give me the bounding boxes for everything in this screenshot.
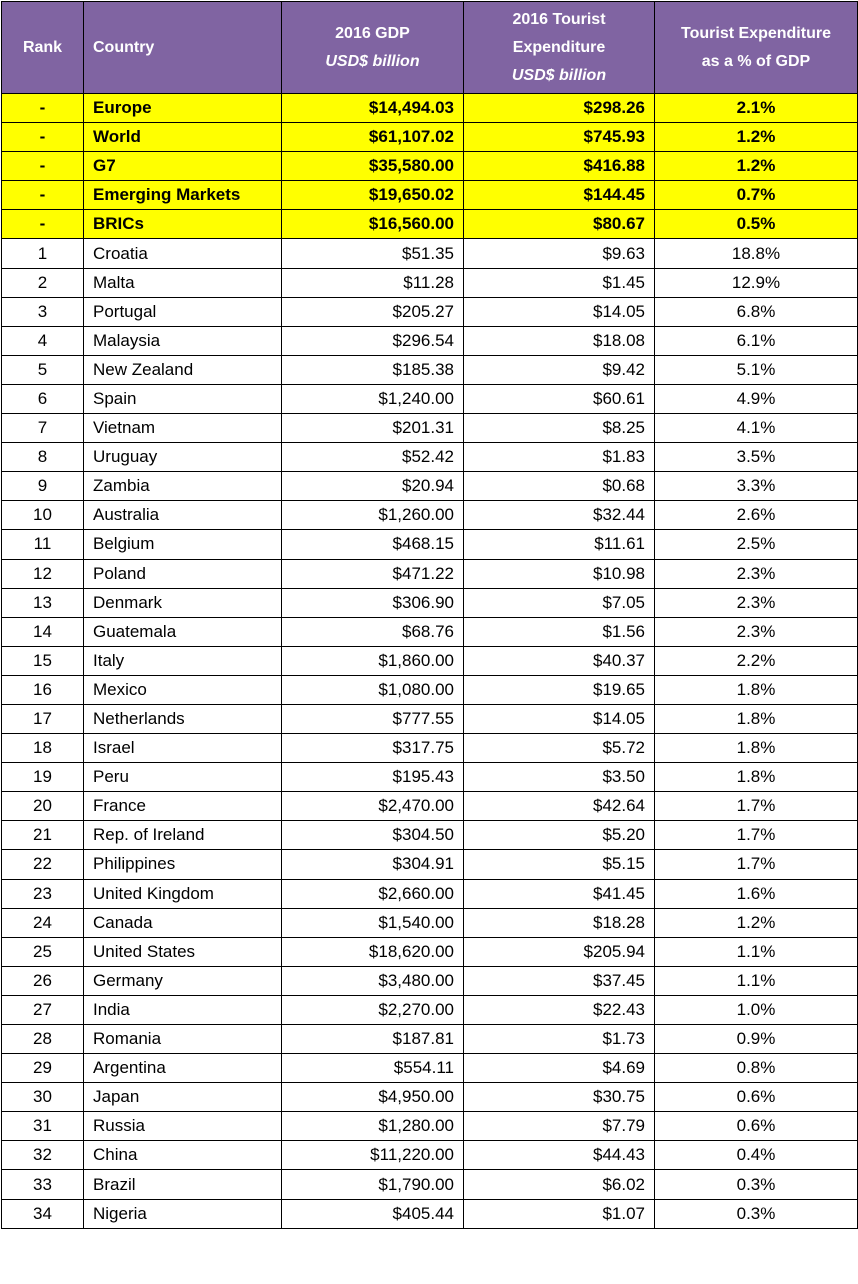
cell-expenditure: $9.63 xyxy=(464,239,655,268)
cell-percent: 2.3% xyxy=(655,559,858,588)
cell-gdp: $68.76 xyxy=(282,617,464,646)
cell-percent: 0.3% xyxy=(655,1199,858,1228)
cell-expenditure: $30.75 xyxy=(464,1083,655,1112)
cell-rank: 9 xyxy=(2,472,84,501)
cell-expenditure: $3.50 xyxy=(464,763,655,792)
header-expenditure-unit: USD$ billion xyxy=(511,66,607,84)
cell-expenditure: $4.69 xyxy=(464,1054,655,1083)
cell-rank: 13 xyxy=(2,588,84,617)
cell-expenditure: $37.45 xyxy=(464,966,655,995)
cell-expenditure: $5.72 xyxy=(464,734,655,763)
cell-expenditure: $40.37 xyxy=(464,646,655,675)
cell-expenditure: $22.43 xyxy=(464,995,655,1024)
cell-gdp: $306.90 xyxy=(282,588,464,617)
cell-percent: 1.7% xyxy=(655,850,858,879)
cell-gdp: $1,860.00 xyxy=(282,646,464,675)
cell-expenditure: $80.67 xyxy=(464,210,655,239)
table-row xyxy=(2,646,858,675)
header-expenditure-title-2: Expenditure xyxy=(512,38,606,56)
table-row xyxy=(2,530,858,559)
cell-gdp: $185.38 xyxy=(282,355,464,384)
cell-rank: 25 xyxy=(2,937,84,966)
cell-country: Malta xyxy=(84,268,282,297)
cell-gdp: $1,540.00 xyxy=(282,908,464,937)
aggregate-row xyxy=(2,94,858,123)
cell-rank: 10 xyxy=(2,501,84,530)
table-row xyxy=(2,966,858,995)
cell-percent: 0.4% xyxy=(655,1141,858,1170)
cell-country: China xyxy=(84,1141,282,1170)
header-percent xyxy=(655,2,858,94)
cell-rank: 1 xyxy=(2,239,84,268)
cell-percent: 1.7% xyxy=(655,821,858,850)
header-country: Country xyxy=(84,2,282,94)
cell-percent: 3.5% xyxy=(655,443,858,472)
cell-expenditure: $1.07 xyxy=(464,1199,655,1228)
cell-gdp: $296.54 xyxy=(282,326,464,355)
cell-country: Mexico xyxy=(84,675,282,704)
cell-percent: 2.1% xyxy=(655,94,858,123)
cell-gdp: $1,280.00 xyxy=(282,1112,464,1141)
table-row xyxy=(2,1170,858,1199)
cell-gdp: $18,620.00 xyxy=(282,937,464,966)
cell-country: Emerging Markets xyxy=(84,181,282,210)
cell-expenditure: $9.42 xyxy=(464,355,655,384)
cell-country: United States xyxy=(84,937,282,966)
cell-rank: 22 xyxy=(2,850,84,879)
header-row xyxy=(2,2,858,94)
table-row xyxy=(2,879,858,908)
aggregate-row xyxy=(2,123,858,152)
cell-percent: 2.6% xyxy=(655,501,858,530)
cell-gdp: $187.81 xyxy=(282,1025,464,1054)
table-row xyxy=(2,617,858,646)
header-percent-title-2: as a % of GDP xyxy=(701,52,811,70)
cell-expenditure: $7.79 xyxy=(464,1112,655,1141)
table-row xyxy=(2,1141,858,1170)
cell-expenditure: $416.88 xyxy=(464,152,655,181)
cell-rank: 14 xyxy=(2,617,84,646)
table-row xyxy=(2,355,858,384)
cell-percent: 1.8% xyxy=(655,734,858,763)
table-row xyxy=(2,559,858,588)
cell-country: Brazil xyxy=(84,1170,282,1199)
cell-expenditure: $32.44 xyxy=(464,501,655,530)
cell-country: Zambia xyxy=(84,472,282,501)
table-row xyxy=(2,763,858,792)
cell-percent: 1.7% xyxy=(655,792,858,821)
cell-country: Canada xyxy=(84,908,282,937)
cell-gdp: $304.91 xyxy=(282,850,464,879)
cell-gdp: $3,480.00 xyxy=(282,966,464,995)
cell-rank: 29 xyxy=(2,1054,84,1083)
cell-expenditure: $7.05 xyxy=(464,588,655,617)
cell-rank: - xyxy=(2,123,84,152)
cell-expenditure: $0.68 xyxy=(464,472,655,501)
cell-country: Nigeria xyxy=(84,1199,282,1228)
cell-gdp: $2,270.00 xyxy=(282,995,464,1024)
cell-gdp: $304.50 xyxy=(282,821,464,850)
header-expenditure-title-1: 2016 Tourist xyxy=(512,10,606,28)
cell-percent: 1.1% xyxy=(655,937,858,966)
cell-expenditure: $42.64 xyxy=(464,792,655,821)
cell-country: India xyxy=(84,995,282,1024)
table-row xyxy=(2,443,858,472)
cell-expenditure: $8.25 xyxy=(464,414,655,443)
table-row xyxy=(2,501,858,530)
cell-percent: 0.6% xyxy=(655,1083,858,1112)
table-row xyxy=(2,937,858,966)
cell-rank: - xyxy=(2,210,84,239)
cell-rank: 19 xyxy=(2,763,84,792)
cell-country: Israel xyxy=(84,734,282,763)
cell-rank: 5 xyxy=(2,355,84,384)
cell-gdp: $11.28 xyxy=(282,268,464,297)
cell-percent: 0.7% xyxy=(655,181,858,210)
cell-country: G7 xyxy=(84,152,282,181)
cell-country: Rep. of Ireland xyxy=(84,821,282,850)
cell-expenditure: $745.93 xyxy=(464,123,655,152)
cell-country: Guatemala xyxy=(84,617,282,646)
cell-rank: 26 xyxy=(2,966,84,995)
cell-rank: 20 xyxy=(2,792,84,821)
table-row xyxy=(2,792,858,821)
cell-percent: 1.6% xyxy=(655,879,858,908)
cell-rank: 18 xyxy=(2,734,84,763)
cell-percent: 3.3% xyxy=(655,472,858,501)
cell-country: BRICs xyxy=(84,210,282,239)
cell-expenditure: $5.20 xyxy=(464,821,655,850)
cell-gdp: $2,660.00 xyxy=(282,879,464,908)
cell-gdp: $14,494.03 xyxy=(282,94,464,123)
table-body xyxy=(2,94,858,1229)
table-row xyxy=(2,675,858,704)
cell-rank: 7 xyxy=(2,414,84,443)
cell-rank: 16 xyxy=(2,675,84,704)
table-row xyxy=(2,821,858,850)
cell-country: Europe xyxy=(84,94,282,123)
cell-country: Netherlands xyxy=(84,704,282,733)
cell-gdp: $317.75 xyxy=(282,734,464,763)
header-expenditure xyxy=(464,2,655,94)
cell-gdp: $61,107.02 xyxy=(282,123,464,152)
cell-country: Romania xyxy=(84,1025,282,1054)
cell-country: Croatia xyxy=(84,239,282,268)
aggregate-row xyxy=(2,152,858,181)
cell-gdp: $19,650.02 xyxy=(282,181,464,210)
cell-expenditure: $60.61 xyxy=(464,384,655,413)
table-row xyxy=(2,1054,858,1083)
cell-gdp: $35,580.00 xyxy=(282,152,464,181)
cell-rank: 31 xyxy=(2,1112,84,1141)
cell-percent: 1.2% xyxy=(655,908,858,937)
cell-rank: 24 xyxy=(2,908,84,937)
cell-rank: 12 xyxy=(2,559,84,588)
cell-percent: 1.8% xyxy=(655,675,858,704)
cell-country: World xyxy=(84,123,282,152)
cell-rank: 33 xyxy=(2,1170,84,1199)
table-row xyxy=(2,297,858,326)
cell-rank: 3 xyxy=(2,297,84,326)
cell-gdp: $16,560.00 xyxy=(282,210,464,239)
cell-percent: 0.5% xyxy=(655,210,858,239)
cell-gdp: $1,260.00 xyxy=(282,501,464,530)
cell-country: Germany xyxy=(84,966,282,995)
cell-rank: 30 xyxy=(2,1083,84,1112)
cell-gdp: $11,220.00 xyxy=(282,1141,464,1170)
cell-gdp: $554.11 xyxy=(282,1054,464,1083)
tourism-gdp-table xyxy=(1,1,858,1229)
cell-rank: 15 xyxy=(2,646,84,675)
cell-country: Poland xyxy=(84,559,282,588)
cell-country: Russia xyxy=(84,1112,282,1141)
cell-country: France xyxy=(84,792,282,821)
cell-rank: 21 xyxy=(2,821,84,850)
cell-percent: 12.9% xyxy=(655,268,858,297)
table-row xyxy=(2,850,858,879)
cell-country: Peru xyxy=(84,763,282,792)
cell-expenditure: $44.43 xyxy=(464,1141,655,1170)
header-percent-title-1: Tourist Expenditure xyxy=(681,24,831,42)
cell-gdp: $2,470.00 xyxy=(282,792,464,821)
table-row xyxy=(2,414,858,443)
cell-gdp: $201.31 xyxy=(282,414,464,443)
cell-gdp: $1,240.00 xyxy=(282,384,464,413)
cell-percent: 6.1% xyxy=(655,326,858,355)
cell-country: Belgium xyxy=(84,530,282,559)
cell-expenditure: $1.83 xyxy=(464,443,655,472)
cell-gdp: $405.44 xyxy=(282,1199,464,1228)
cell-percent: 2.3% xyxy=(655,617,858,646)
cell-expenditure: $19.65 xyxy=(464,675,655,704)
cell-expenditure: $1.56 xyxy=(464,617,655,646)
cell-expenditure: $144.45 xyxy=(464,181,655,210)
aggregate-row xyxy=(2,210,858,239)
aggregate-row xyxy=(2,181,858,210)
cell-gdp: $1,790.00 xyxy=(282,1170,464,1199)
cell-rank: - xyxy=(2,181,84,210)
table-row xyxy=(2,384,858,413)
header-gdp xyxy=(282,2,464,94)
cell-percent: 4.1% xyxy=(655,414,858,443)
cell-percent: 1.8% xyxy=(655,763,858,792)
cell-percent: 1.1% xyxy=(655,966,858,995)
cell-expenditure: $6.02 xyxy=(464,1170,655,1199)
table-row xyxy=(2,472,858,501)
cell-gdp: $471.22 xyxy=(282,559,464,588)
table-row xyxy=(2,268,858,297)
cell-expenditure: $5.15 xyxy=(464,850,655,879)
table-row xyxy=(2,1199,858,1228)
table-row xyxy=(2,1083,858,1112)
cell-percent: 1.2% xyxy=(655,123,858,152)
cell-percent: 2.3% xyxy=(655,588,858,617)
cell-gdp: $777.55 xyxy=(282,704,464,733)
table-row xyxy=(2,239,858,268)
cell-rank: 23 xyxy=(2,879,84,908)
cell-gdp: $205.27 xyxy=(282,297,464,326)
table-row xyxy=(2,588,858,617)
table-header xyxy=(2,2,858,94)
cell-percent: 0.9% xyxy=(655,1025,858,1054)
cell-percent: 18.8% xyxy=(655,239,858,268)
cell-percent: 2.2% xyxy=(655,646,858,675)
table-row xyxy=(2,326,858,355)
cell-rank: 8 xyxy=(2,443,84,472)
cell-expenditure: $1.45 xyxy=(464,268,655,297)
header-rank: Rank xyxy=(2,2,84,94)
cell-expenditure: $18.28 xyxy=(464,908,655,937)
cell-rank: 27 xyxy=(2,995,84,1024)
cell-gdp: $51.35 xyxy=(282,239,464,268)
cell-country: Portugal xyxy=(84,297,282,326)
cell-percent: 0.6% xyxy=(655,1112,858,1141)
cell-country: New Zealand xyxy=(84,355,282,384)
cell-rank: 6 xyxy=(2,384,84,413)
cell-expenditure: $14.05 xyxy=(464,297,655,326)
cell-expenditure: $298.26 xyxy=(464,94,655,123)
cell-percent: 4.9% xyxy=(655,384,858,413)
cell-country: Italy xyxy=(84,646,282,675)
cell-rank: 34 xyxy=(2,1199,84,1228)
table-row xyxy=(2,704,858,733)
cell-rank: - xyxy=(2,94,84,123)
cell-expenditure: $18.08 xyxy=(464,326,655,355)
cell-country: Vietnam xyxy=(84,414,282,443)
cell-percent: 0.3% xyxy=(655,1170,858,1199)
cell-country: Uruguay xyxy=(84,443,282,472)
cell-gdp: $4,950.00 xyxy=(282,1083,464,1112)
cell-percent: 0.8% xyxy=(655,1054,858,1083)
cell-gdp: $20.94 xyxy=(282,472,464,501)
cell-gdp: $195.43 xyxy=(282,763,464,792)
header-gdp-title: 2016 GDP xyxy=(335,24,410,42)
cell-country: Spain xyxy=(84,384,282,413)
cell-expenditure: $14.05 xyxy=(464,704,655,733)
cell-rank: 17 xyxy=(2,704,84,733)
cell-country: Malaysia xyxy=(84,326,282,355)
cell-country: Japan xyxy=(84,1083,282,1112)
cell-country: United Kingdom xyxy=(84,879,282,908)
cell-percent: 1.2% xyxy=(655,152,858,181)
table-row xyxy=(2,734,858,763)
cell-rank: 2 xyxy=(2,268,84,297)
cell-percent: 1.8% xyxy=(655,704,858,733)
cell-country: Denmark xyxy=(84,588,282,617)
cell-country: Argentina xyxy=(84,1054,282,1083)
cell-country: Philippines xyxy=(84,850,282,879)
cell-expenditure: $41.45 xyxy=(464,879,655,908)
cell-percent: 1.0% xyxy=(655,995,858,1024)
cell-rank: 32 xyxy=(2,1141,84,1170)
cell-percent: 6.8% xyxy=(655,297,858,326)
cell-expenditure: $11.61 xyxy=(464,530,655,559)
cell-percent: 2.5% xyxy=(655,530,858,559)
cell-gdp: $1,080.00 xyxy=(282,675,464,704)
table-row xyxy=(2,1112,858,1141)
header-gdp-unit: USD$ billion xyxy=(325,52,420,70)
cell-gdp: $468.15 xyxy=(282,530,464,559)
cell-rank: 11 xyxy=(2,530,84,559)
cell-rank: 4 xyxy=(2,326,84,355)
table-row xyxy=(2,995,858,1024)
table-row xyxy=(2,908,858,937)
cell-rank: - xyxy=(2,152,84,181)
cell-expenditure: $1.73 xyxy=(464,1025,655,1054)
cell-percent: 5.1% xyxy=(655,355,858,384)
table-row xyxy=(2,1025,858,1054)
cell-country: Australia xyxy=(84,501,282,530)
cell-rank: 28 xyxy=(2,1025,84,1054)
cell-expenditure: $205.94 xyxy=(464,937,655,966)
cell-expenditure: $10.98 xyxy=(464,559,655,588)
cell-gdp: $52.42 xyxy=(282,443,464,472)
